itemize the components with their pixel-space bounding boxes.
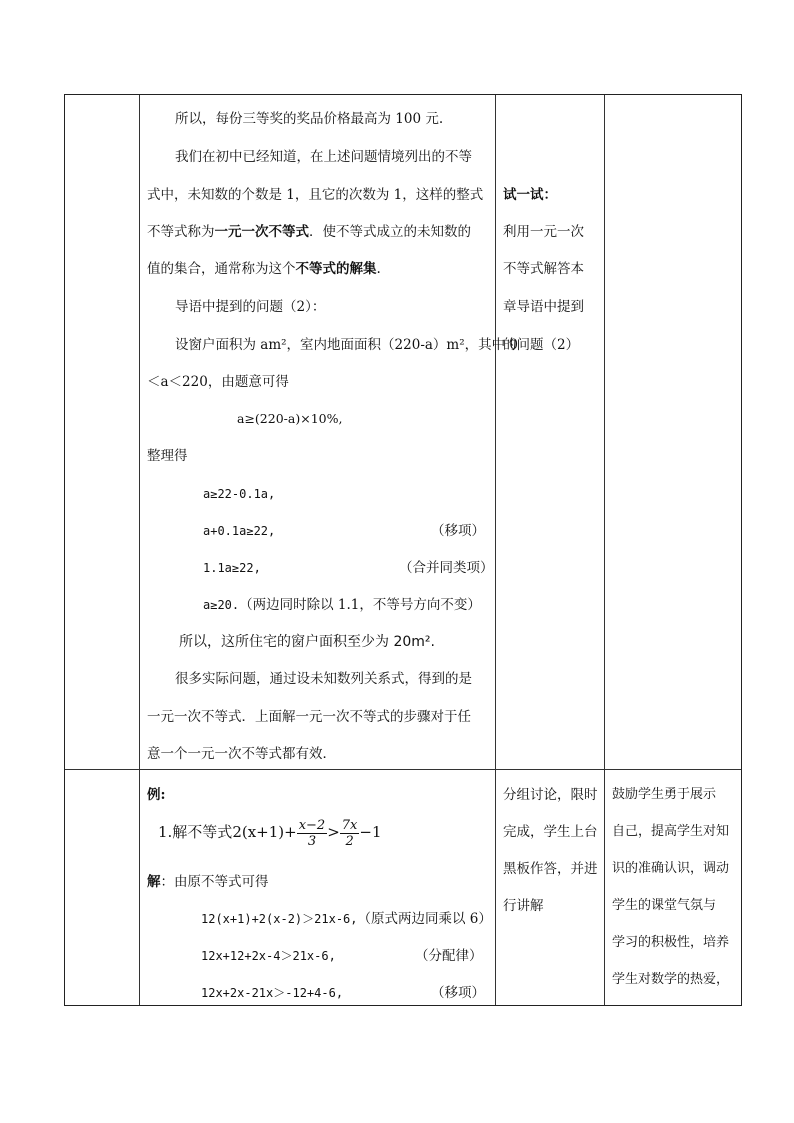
solution-step [201, 909, 492, 929]
text-line: 导语中提到的问题（2）： [175, 299, 326, 315]
text-line [147, 259, 381, 279]
bold-term: 一元一次不等式 [214, 224, 309, 240]
text-line: 很多实际问题，通过设未知数列关系式，得到的是 [175, 671, 472, 687]
step-note: （移项） [431, 985, 485, 1001]
text-line: 式中，未知数的个数是 1，且它的次数为 1，这样的整式 [147, 187, 484, 203]
text-line: 设窗户面积为 am²，室内地面面积（220-a）m²，其中 0 [175, 337, 519, 353]
equation-step: a+0.1a≥22, [203, 524, 276, 538]
fraction-denominator: 2 [345, 833, 354, 849]
activity-title: 试一试： [503, 187, 557, 203]
math-term: 2(x+1)+ [232, 823, 297, 841]
step-note: （分配律） [415, 948, 483, 964]
text-line: 我们在初中已经知道，在上述问题情境列出的不等 [175, 149, 472, 165]
equation-span: 12(x+1)+2(x-2)＞21x-6, [201, 912, 358, 926]
activity-line: 行讲解 [503, 898, 544, 914]
intent-line: 学生的课堂气氛与 [612, 898, 717, 913]
lesson-table [64, 94, 742, 1006]
equation-step: 1.1a≥22, [203, 561, 261, 575]
equation-step: a≥22-0.1a, [203, 487, 276, 501]
activity-line: 不等式解答本 [503, 261, 584, 277]
fraction-denominator: 3 [307, 833, 317, 849]
text-span: 值的集合，通常称为这个 [147, 261, 296, 277]
text-line: 所以，每份三等奖的奖品价格最高为 100 元. [175, 111, 444, 127]
solution-label: 解 [147, 874, 161, 890]
step-note: （移项） [431, 523, 485, 539]
text-line: 意一个一元一次不等式都有效． [147, 746, 336, 762]
activity-line: 章导语中提到 [503, 299, 584, 315]
text-line: ＜a＜220，由题意可得 [147, 374, 289, 390]
intent-line: 学生对数学的热爱， [612, 972, 730, 987]
bold-term: 不等式的解集 [295, 261, 377, 277]
conclusion: 所以，这所住宅的窗户面积至少为 20m². [179, 634, 435, 650]
fraction [340, 818, 360, 849]
text-span: ．使不等式成立的未知数的 [309, 224, 471, 240]
activity-line: 黑板作答，并进 [503, 861, 598, 877]
activity-line: 完成，学生上台 [503, 824, 598, 840]
row-divider [65, 769, 741, 770]
intent-line: 鼓励学生勇于展示 [612, 787, 717, 802]
text-line: 整理得 [147, 448, 188, 464]
question-prefix: 1.解不等式 [158, 823, 233, 841]
step-note: （原式两边同乘以 6） [357, 911, 492, 927]
fraction-numerator: x−2 [298, 817, 326, 833]
text-span: . [376, 261, 381, 277]
math-term: −1 [359, 823, 382, 841]
intent-line: 识的准确认识，调动 [612, 861, 730, 876]
text-span: 不等式称为 [147, 224, 215, 240]
text-line [147, 222, 471, 242]
text-span: ：由原不等式可得 [160, 874, 269, 890]
column-divider [495, 95, 496, 1005]
intent-line: 学习的积极性，培养 [612, 935, 730, 950]
equation: a≥(220-a)×10%, [237, 411, 343, 426]
fraction-numerator: 7x [341, 817, 358, 833]
example-label: 例: [147, 787, 166, 803]
equation-span: a≥20. [203, 598, 240, 612]
solution-step: 12x+12+2x-4＞21x-6, [201, 949, 336, 963]
activity-line: 利用一元一次 [503, 224, 584, 240]
step-note: （两边同时除以 1.1，不等号方向不变） [239, 597, 481, 613]
activity-line: 的问题（2） [503, 337, 580, 353]
solution-step: 12x+2x-21x＞-12+4-6, [201, 986, 344, 1000]
fraction [297, 818, 328, 849]
activity-line: 分组讨论，限时 [503, 787, 598, 803]
intent-line: 自己，提高学生对知 [612, 824, 730, 839]
equation-step [203, 595, 481, 615]
example-question [158, 813, 382, 851]
column-divider [604, 95, 605, 1005]
column-divider [139, 95, 140, 1005]
solution-intro [147, 872, 269, 892]
text-line: 一元一次不等式．上面解一元一次不等式的步骤对于任 [147, 709, 471, 725]
step-note: （合并同类项） [399, 560, 494, 576]
math-operator: > [327, 823, 340, 841]
